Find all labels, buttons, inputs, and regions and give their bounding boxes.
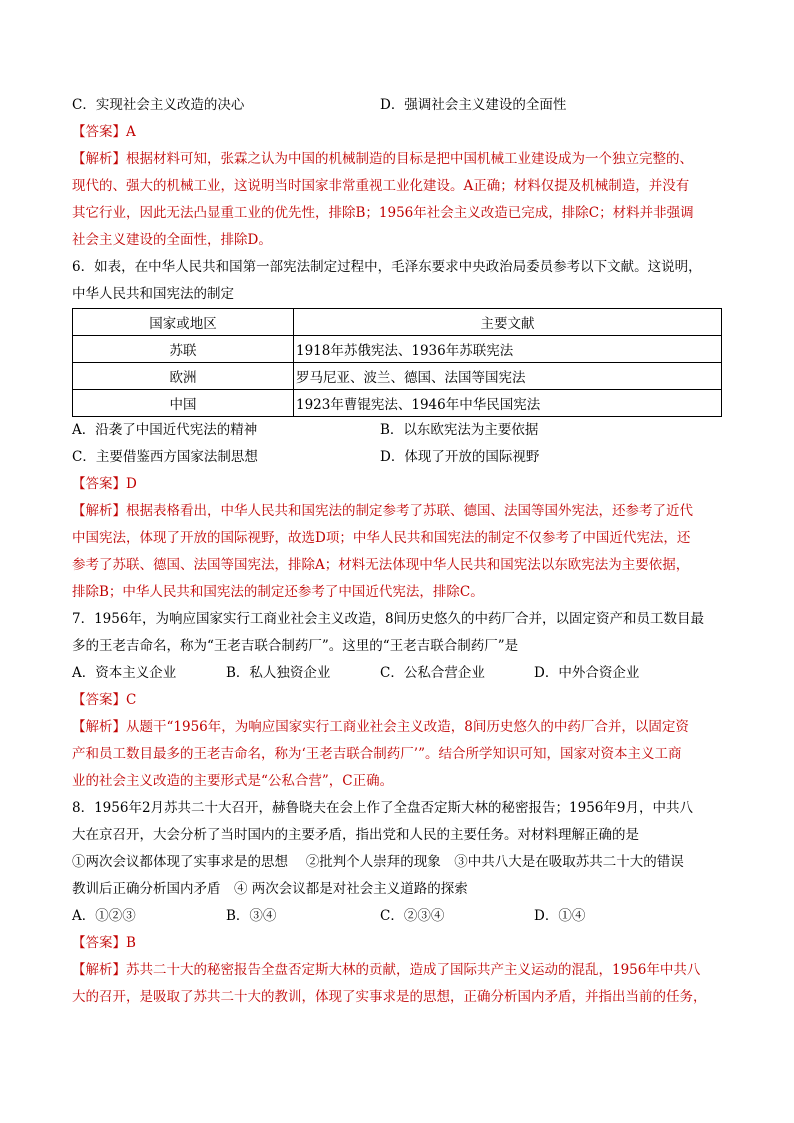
q7-stem-line-2: 多的王老吉命名，称为“王老吉联合制药厂”。这里的“王老吉联合制药厂”是 bbox=[72, 638, 519, 654]
q8-analysis-line-2: 大的召开，是吸取了苏共二十大的教训，体现了实事求是的思想，正确分析国内矛盾，并指出当前的任务， bbox=[72, 989, 707, 1005]
q8-analysis-tag: 【解析】 bbox=[72, 962, 126, 978]
q7-answer-value: C bbox=[126, 692, 137, 708]
q8-analysis-text-1: 苏共二十大的秘密报告全盘否定斯大林的贡献，造成了国际共产主义运动的混乱，1956年中共八 bbox=[126, 962, 701, 978]
q7-analysis-text-1: 从题干“1956年，为响应国家实行工商业社会主义改造，8间历史悠久的中药厂合并，以固定资 bbox=[126, 719, 689, 735]
q8-stem-line-2: 大在京召开，大会分析了当时国内的主要矛盾，指出党和人民的主要任务。对材料理解正确的是 bbox=[72, 827, 639, 843]
q8-answer bbox=[72, 930, 732, 957]
q8-stem-line-1: 8．1956年2月苏共二十大召开，赫鲁晓夫在会上作了全盘否定斯大林的秘密报告；1956年9月，中共八 bbox=[72, 800, 693, 816]
table-cell-documents: 1918年苏俄宪法、1936年苏联宪法 bbox=[294, 336, 722, 363]
q7-option-a: A．资本主义企业 bbox=[72, 665, 177, 681]
q7-option-c: C．公私合营企业 bbox=[380, 665, 485, 681]
table-row bbox=[73, 336, 722, 363]
q7-analysis-line-3: 业的社会主义改造的主要形式是“公私合营”，C正确。 bbox=[72, 773, 394, 789]
q6-stem-line-2: 中华人民共和国宪法的制定 bbox=[72, 286, 234, 302]
q5-answer-tag: 【答案】 bbox=[72, 124, 126, 140]
table-cell-documents: 1923年曹锟宪法、1946年中华民国宪法 bbox=[294, 390, 722, 417]
q8-stem-line-3: ①两次会议都体现了实事求是的思想 ②批判个人崇拜的现象 ③中共八大是在吸取苏共二十大的错误 bbox=[72, 854, 684, 870]
q8-analysis-line-1 bbox=[72, 957, 732, 984]
q7-answer-tag: 【答案】 bbox=[72, 692, 126, 708]
q6-analysis-tag: 【解析】 bbox=[72, 503, 126, 519]
table-header-row bbox=[73, 309, 722, 336]
q6-analysis-line-3: 参考了苏联、德国、法国等国宪法，排除A；材料无法体现中华人民共和国宪法以东欧宪法为主要依据， bbox=[72, 557, 690, 573]
q5-analysis-line-2: 现代的、强大的机械工业，这说明当时国家非常重视工业化建设。A正确；材料仅提及机械制造，并没有 bbox=[72, 178, 690, 194]
table-cell-region: 中国 bbox=[73, 390, 294, 417]
q7-option-b: B．私人独资企业 bbox=[226, 665, 331, 681]
q6-options-row-ab bbox=[72, 417, 732, 444]
q5-analysis-tag: 【解析】 bbox=[72, 151, 126, 167]
q5-analysis-line-4: 社会主义建设的全面性，排除D。 bbox=[72, 232, 272, 248]
table-header-documents: 主要文献 bbox=[294, 309, 722, 336]
q6-analysis-text-1: 根据表格看出，中华人民共和国宪法的制定参考了苏联、德国、法国等国外宪法，还参考了近代 bbox=[126, 503, 693, 519]
q6-analysis-line-4: 排除B；中华人民共和国宪法的制定还参考了中国近代宪法，排除C。 bbox=[72, 584, 484, 600]
q6-answer-value: D bbox=[126, 476, 137, 492]
q7-analysis-line-1 bbox=[72, 714, 732, 741]
q6-analysis-line-1 bbox=[72, 498, 732, 525]
q7-analysis-tag: 【解析】 bbox=[72, 719, 126, 735]
q6-answer bbox=[72, 471, 732, 498]
q5-option-d: D．强调社会主义建设的全面性 bbox=[380, 97, 567, 113]
document-page bbox=[72, 92, 732, 1011]
table-cell-region: 苏联 bbox=[73, 336, 294, 363]
q6-documents-table bbox=[72, 308, 722, 417]
q5-answer bbox=[72, 119, 732, 146]
q8-option-c: C．②③④ bbox=[380, 908, 445, 924]
q5-analysis-line-3: 其它行业，因此无法凸显重工业的优先性，排除B；1956年社会主义改造已完成，排除C；材料并非强调 bbox=[72, 205, 694, 221]
q8-option-a: A．①②③ bbox=[72, 908, 136, 924]
q8-option-d: D．①④ bbox=[534, 908, 586, 924]
q6-options-row-cd bbox=[72, 444, 732, 471]
q8-option-b: B．③④ bbox=[226, 908, 277, 924]
q5-analysis-line-1 bbox=[72, 146, 732, 173]
q5-analysis-text-1: 根据材料可知，张霖之认为中国的机械制造的目标是把中国机械工业建设成为一个独立完整的、 bbox=[126, 151, 693, 167]
q8-options-row bbox=[72, 903, 732, 930]
q6-option-a: A．沿袭了中国近代宪法的精神 bbox=[72, 422, 258, 438]
table-row bbox=[73, 390, 722, 417]
q6-option-b: B．以东欧宪法为主要依据 bbox=[380, 422, 539, 438]
q8-answer-tag: 【答案】 bbox=[72, 935, 126, 951]
q7-analysis-line-2: 产和员工数目最多的王老吉命名，称为‘王老吉联合制药厂’”。结合所学知识可知，国家对资本主义工商 bbox=[72, 746, 682, 762]
q5-answer-value: A bbox=[126, 124, 136, 140]
q8-stem-line-4: 教训后正确分析国内矛盾 ④ 两次会议都是对社会主义道路的探索 bbox=[72, 881, 468, 897]
table-cell-documents: 罗马尼亚、波兰、德国、法国等国宪法 bbox=[294, 363, 722, 390]
q7-stem-line-1: 7．1956年，为响应国家实行工商业社会主义改造，8间历史悠久的中药厂合并，以固定资产和员工数目最 bbox=[72, 611, 705, 627]
table-header-region: 国家或地区 bbox=[73, 309, 294, 336]
q5-option-c: C．实现社会主义改造的决心 bbox=[72, 97, 245, 113]
q5-options-row-cd bbox=[72, 92, 732, 119]
q7-options-row bbox=[72, 660, 732, 687]
q7-option-d: D．中外合资企业 bbox=[534, 665, 640, 681]
q7-answer bbox=[72, 687, 732, 714]
table-cell-region: 欧洲 bbox=[73, 363, 294, 390]
q6-option-d: D．体现了开放的国际视野 bbox=[380, 449, 540, 465]
table-row bbox=[73, 363, 722, 390]
q8-answer-value: B bbox=[126, 935, 136, 951]
q6-stem-line-1: 6．如表，在中华人民共和国第一部宪法制定过程中，毛泽东要求中央政治局委员参考以下文献。这说明， bbox=[72, 259, 702, 275]
q6-answer-tag: 【答案】 bbox=[72, 476, 126, 492]
q6-analysis-line-2: 中国宪法，体现了开放的国际视野，故选D项；中华人民共和国宪法的制定不仅参考了中国近代宪法，还 bbox=[72, 530, 691, 546]
q6-option-c: C．主要借鉴西方国家法制思想 bbox=[72, 449, 258, 465]
